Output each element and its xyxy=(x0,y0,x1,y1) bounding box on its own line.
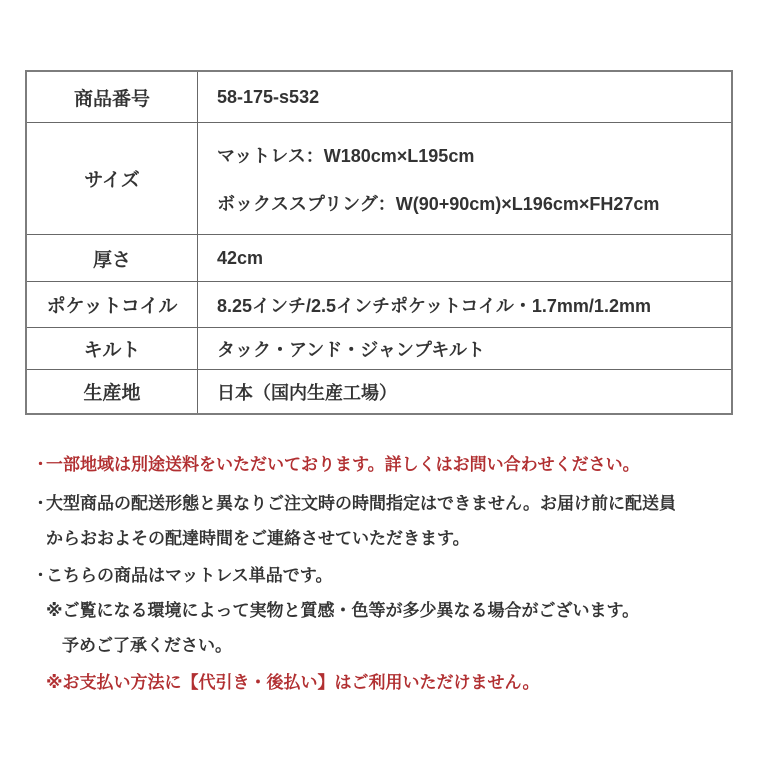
spec-row-pocket-coil xyxy=(27,281,731,327)
product-spec-table xyxy=(25,70,733,415)
bullet-marker: ・ xyxy=(33,495,49,512)
spec-label-pocket-coil: ポケットコイル xyxy=(27,282,198,327)
spec-value-thickness: 42cm xyxy=(217,247,264,268)
spec-value-cell xyxy=(198,123,731,234)
spec-row-origin xyxy=(27,369,731,413)
notes-section xyxy=(33,447,735,700)
note-text: 一部地域は別途送料をいただいております。詳しくはお問い合わせください。 xyxy=(46,455,640,474)
note-mattress-only xyxy=(33,558,735,593)
note-text: お支払い方法に【代引き・後払い】はご利用いただけません。 xyxy=(62,673,540,692)
note-color-difference xyxy=(46,593,735,663)
spec-value-quilt: タック・アンド・ジャンプキルト xyxy=(217,339,486,360)
note-text: 予めご了承ください。 xyxy=(62,636,232,655)
bullet-marker: ・ xyxy=(33,456,49,473)
spec-row-quilt xyxy=(27,327,731,369)
note-text: ご覧になる環境によって実物と質感・色等が多少異なる場合がございます。 xyxy=(62,601,640,620)
spec-value-cell xyxy=(198,72,731,122)
spec-label-thickness: 厚さ xyxy=(27,235,198,281)
spec-label-origin: 生産地 xyxy=(27,370,198,413)
spec-value-cell xyxy=(198,282,731,327)
spec-value-size-boxspring: ボックススプリング：W(90+90cm)×L196cm×FH27cm xyxy=(217,193,660,214)
spec-label-quilt: キルト xyxy=(27,328,198,369)
spec-value-pocket-coil: 8.25インチ/2.5インチポケットコイル・1.7mm/1.2mm xyxy=(217,295,651,316)
note-shipping-fee xyxy=(33,447,735,482)
note-payment-method xyxy=(46,665,735,700)
asterisk-marker: ※ xyxy=(46,673,63,692)
asterisk-marker: ※ xyxy=(46,601,63,620)
spec-value-cell xyxy=(198,328,731,369)
spec-value-size-mattress: マットレス：W180cm×L195cm xyxy=(217,145,475,166)
spec-row-thickness xyxy=(27,234,731,281)
spec-row-size xyxy=(27,122,731,234)
note-text: こちらの商品はマットレス単品です。 xyxy=(46,566,333,585)
spec-label-item-number: 商品番号 xyxy=(27,72,198,122)
spec-value-origin: 日本（国内生産工場） xyxy=(217,382,397,403)
bullet-marker: ・ xyxy=(33,567,49,584)
spec-label-size: サイズ xyxy=(27,123,198,234)
note-text: 大型商品の配送形態と異なりご注文時の時間指定はできません。お届け前に配送員 xyxy=(46,494,677,513)
spec-value-cell xyxy=(198,370,731,413)
spec-value-item-number: 58-175-s532 xyxy=(217,86,320,107)
spec-value-cell xyxy=(198,235,731,281)
spec-row-item-number xyxy=(27,72,731,122)
note-delivery-time xyxy=(33,486,735,556)
note-text: からおおよその配達時間をご連絡させていただきます。 xyxy=(46,529,470,548)
